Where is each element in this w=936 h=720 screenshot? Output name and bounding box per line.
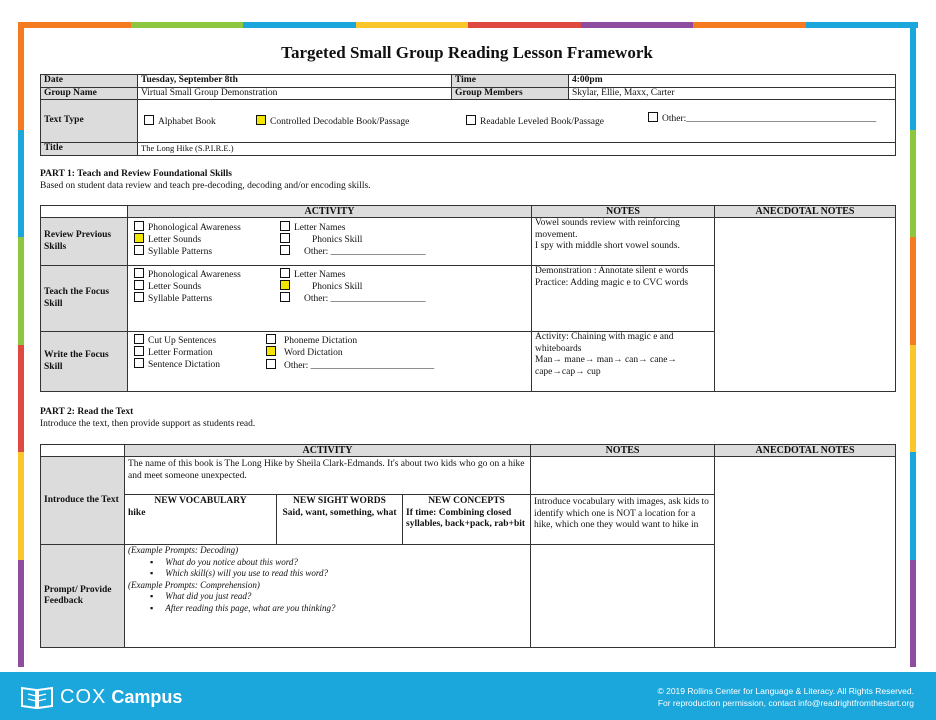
- activity-review: [128, 218, 532, 266]
- checkbox[interactable]: [266, 334, 276, 344]
- option-phonological[interactable]: Phonological Awareness: [134, 221, 241, 235]
- group-name-value[interactable]: Virtual Small Group Demonstration: [138, 87, 452, 100]
- part2-anecdotal-header: ANECDOTAL NOTES: [715, 445, 896, 457]
- checkbox-checked[interactable]: [280, 280, 290, 290]
- option-letter-sounds[interactable]: Letter Sounds: [134, 233, 201, 247]
- title-label: Title: [41, 143, 138, 156]
- prompt-text: (Example Prompts: Decoding): [128, 545, 239, 555]
- new-concepts-value: If time: Combining closed syllables, back+pack, rab+bit: [406, 507, 526, 529]
- notes-review[interactable]: Vowel sounds review with reinforcing movement. I spy with middle short vowel sounds.: [532, 218, 715, 266]
- checkbox[interactable]: [648, 112, 658, 122]
- option-syllable[interactable]: Syllable Patterns: [134, 245, 212, 259]
- option-phoneme-dictation[interactable]: Phoneme Dictation: [266, 334, 357, 348]
- prompt-category: [128, 580, 527, 592]
- title-value[interactable]: The Long Hike (S.P.I.R.E.): [138, 143, 896, 156]
- checkbox[interactable]: [134, 292, 144, 302]
- part2-anecdotal-notes[interactable]: [715, 457, 896, 648]
- intro-text[interactable]: The name of this book is The Long Hike by Sheila Clark-Edmands. It's about two kids who go on a hike and meet someone unexpected.: [125, 457, 531, 495]
- checkbox[interactable]: [466, 115, 476, 125]
- row-label-prompt: Prompt/ Provide Feedback: [41, 545, 125, 648]
- checkbox[interactable]: [280, 292, 290, 302]
- option-other[interactable]: Other: __________________________: [266, 359, 434, 373]
- checkbox[interactable]: [134, 268, 144, 278]
- intro-notes[interactable]: Introduce vocabulary with images, ask kids to identify which one is NOT a location for a hike, which one they would want to hike in: [531, 495, 715, 545]
- border-segment: [910, 22, 916, 130]
- prompt-bullet-item: [128, 603, 527, 615]
- time-label: Time: [452, 75, 569, 88]
- prompt-bullet-item: [128, 557, 527, 569]
- checkbox[interactable]: [134, 358, 144, 368]
- prompt-text: What do you notice about this word?: [165, 556, 298, 567]
- part1-subheading: Based on student data review and teach pre-decoding, decoding and/or encoding skills.: [40, 181, 371, 191]
- border-segment: [910, 345, 916, 453]
- border-segment: [910, 560, 916, 668]
- new-sight-words-cell[interactable]: [277, 495, 403, 545]
- bullet-icon: ▪: [150, 591, 154, 601]
- checkbox[interactable]: [134, 245, 144, 255]
- prompt-list: [128, 545, 527, 614]
- open-book-icon: [20, 685, 54, 709]
- bullet-icon: ▪: [150, 602, 154, 613]
- option-cut-up-sentences[interactable]: Cut Up Sentences: [134, 334, 216, 348]
- new-sight-words-value: Said, want, something, what: [282, 507, 397, 518]
- checkbox-checked[interactable]: [134, 233, 144, 243]
- text-type-alphabet[interactable]: Alphabet Book: [144, 115, 216, 129]
- prompt-text: Which skill(s) will you use to read this word?: [165, 568, 329, 578]
- text-type-leveled[interactable]: Readable Leveled Book/Passage: [466, 115, 604, 129]
- text-type-label: Text Type: [41, 100, 138, 143]
- row-label-review: Review Previous Skills: [41, 218, 128, 266]
- checkbox[interactable]: [280, 245, 290, 255]
- info-table: [40, 74, 896, 156]
- logo-campus-text: Campus: [111, 686, 183, 707]
- prompt-text: After reading this page, what are you thinking?: [165, 602, 336, 613]
- checkbox[interactable]: [280, 221, 290, 231]
- option-letter-sounds[interactable]: Letter Sounds: [134, 280, 201, 294]
- footer-bar: [0, 672, 936, 720]
- part1-anecdotal-notes[interactable]: [715, 218, 896, 392]
- row-label-introduce: Introduce the Text: [41, 457, 125, 545]
- logo-cox-text: COX: [60, 685, 107, 708]
- part2-activity-header: ACTIVITY: [125, 445, 531, 457]
- part1-corner: [41, 206, 128, 218]
- new-concepts-header: NEW CONCEPTS: [428, 496, 505, 506]
- copyright-text: © 2019 Rollins Center for Language & Literacy. All Rights Reserved.: [657, 686, 914, 696]
- bullet-icon: ▪: [150, 556, 154, 567]
- option-word-dictation[interactable]: Word Dictation: [266, 346, 343, 360]
- option-letter-names[interactable]: Letter Names: [280, 268, 345, 282]
- option-letter-names[interactable]: Letter Names: [280, 221, 345, 235]
- part1-heading: PART 1: Teach and Review Foundational Skills: [40, 169, 232, 179]
- new-vocabulary-cell[interactable]: [125, 495, 277, 545]
- part2-notes-header: NOTES: [531, 445, 715, 457]
- checkbox[interactable]: [134, 346, 144, 356]
- option-other[interactable]: Other: ____________________: [280, 245, 426, 259]
- text-type-decodable[interactable]: Controlled Decodable Book/Passage: [256, 115, 409, 129]
- prompt-notes[interactable]: [531, 545, 715, 648]
- checkbox-checked[interactable]: [256, 115, 266, 125]
- time-value[interactable]: 4:00pm: [569, 75, 896, 88]
- prompt-examples[interactable]: [125, 545, 531, 648]
- intro-notes-top[interactable]: [531, 457, 715, 495]
- cox-campus-logo[interactable]: [20, 682, 182, 712]
- checkbox[interactable]: [134, 280, 144, 290]
- checkbox[interactable]: [266, 359, 276, 369]
- border-segment: [910, 237, 916, 345]
- row-label-teach: Teach the Focus Skill: [41, 266, 128, 332]
- notes-write[interactable]: Activity: Chaining with magic e and whiteboards Man→ mane→ man→ can→ cane→ cape→cap→ cup: [532, 332, 715, 392]
- option-other[interactable]: Other: ____________________: [280, 292, 426, 306]
- checkbox[interactable]: [280, 268, 290, 278]
- part2-heading: PART 2: Read the Text: [40, 407, 134, 417]
- prompt-bullet-item: [128, 568, 527, 580]
- option-syllable[interactable]: Syllable Patterns: [134, 292, 212, 306]
- date-label: Date: [41, 75, 138, 88]
- part1-anecdotal-header: ANECDOTAL NOTES: [715, 206, 896, 218]
- prompt-text: (Example Prompts: Comprehension): [128, 579, 260, 590]
- checkbox[interactable]: [134, 221, 144, 231]
- activity-write: [128, 332, 532, 392]
- new-sight-words-header: NEW SIGHT WORDS: [293, 496, 386, 506]
- part2-subheading: Introduce the text, then provide support as students read.: [40, 419, 256, 429]
- checkbox[interactable]: [134, 334, 144, 344]
- text-type-options: [138, 100, 896, 143]
- date-value[interactable]: Tuesday, September 8th: [138, 75, 452, 88]
- group-name-label: Group Name: [41, 87, 138, 100]
- prompt-category: [128, 545, 527, 557]
- prompt-text: What did you just read?: [165, 591, 252, 601]
- option-phonics[interactable]: Phonics Skill: [280, 280, 362, 294]
- new-concepts-cell[interactable]: [403, 495, 531, 545]
- prompt-bullet-item: [128, 591, 527, 603]
- text-type-other[interactable]: Other:________________________________________: [648, 112, 876, 126]
- document-title: Targeted Small Group Reading Lesson Framework: [281, 43, 653, 62]
- checkbox[interactable]: [280, 233, 290, 243]
- option-sentence-dictation[interactable]: Sentence Dictation: [134, 358, 220, 372]
- part1-table: [40, 205, 896, 392]
- notes-teach[interactable]: Demonstration : Annotate silent e words Practice: Adding magic e to CVC words: [532, 266, 715, 332]
- group-members-value[interactable]: Skylar, Ellie, Maxx, Carter: [569, 87, 896, 100]
- option-letter-formation[interactable]: Letter Formation: [134, 346, 213, 360]
- activity-teach: [128, 266, 532, 332]
- part2-table: [40, 444, 896, 648]
- checkbox[interactable]: [144, 115, 154, 125]
- option-phonological[interactable]: Phonological Awareness: [134, 268, 241, 282]
- worksheet: [24, 28, 910, 667]
- bullet-icon: ▪: [150, 568, 154, 578]
- copyright-block: [657, 685, 914, 709]
- border-segment: [910, 130, 916, 238]
- permission-text: For reproduction permission, contact info@readrightfromthestart.org: [657, 698, 914, 708]
- part1-activity-header: ACTIVITY: [128, 206, 532, 218]
- checkbox-checked[interactable]: [266, 346, 276, 356]
- color-border-right: [910, 22, 916, 667]
- new-vocabulary-header: NEW VOCABULARY: [154, 496, 247, 506]
- part1-notes-header: NOTES: [532, 206, 715, 218]
- option-phonics[interactable]: Phonics Skill: [280, 233, 362, 247]
- group-members-label: Group Members: [452, 87, 569, 100]
- part2-corner: [41, 445, 125, 457]
- border-segment: [910, 452, 916, 560]
- new-vocabulary-value: hike: [128, 507, 146, 518]
- row-label-write: Write the Focus Skill: [41, 332, 128, 392]
